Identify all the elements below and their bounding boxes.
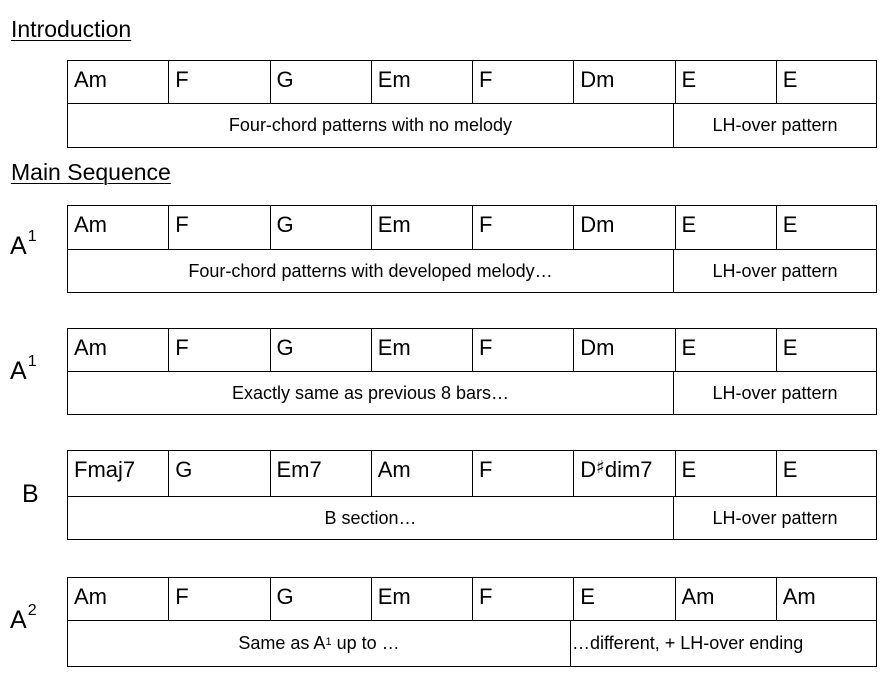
- chord-row: [68, 61, 876, 104]
- chord-cell: E: [782, 457, 798, 482]
- chord-cell: F: [473, 329, 574, 371]
- chord-cell: F: [473, 451, 574, 496]
- chord-cell: F: [169, 329, 270, 371]
- chord-cell: Fmaj7: [68, 451, 169, 496]
- chord-cell: Em: [372, 578, 473, 620]
- chord-quality: dim7: [604, 457, 653, 482]
- chord-root: D: [580, 457, 597, 482]
- chord-cell: F: [473, 206, 574, 249]
- caption-row: [68, 104, 876, 147]
- a2-chord-table: [67, 577, 877, 667]
- chord-cell: Dm: [574, 329, 675, 371]
- chord-cell: Em: [372, 329, 473, 371]
- chord-cell: E: [676, 61, 777, 103]
- caption-suffix: up to …: [331, 633, 400, 653]
- chord-cell: Am: [676, 578, 777, 620]
- section-label-superscript: 2: [27, 602, 37, 619]
- chord-cell: Em: [372, 61, 473, 103]
- caption-end: …different, + LH-over ending: [572, 633, 804, 653]
- chord-cell: E: [574, 578, 675, 620]
- section-label-letter: A: [10, 232, 27, 260]
- chord-cell: F: [169, 206, 270, 249]
- caption-main: Four-chord patterns with no melody: [68, 104, 674, 147]
- caption-main: Four-chord patterns with developed melody…: [68, 250, 674, 292]
- chord-cell: F: [169, 578, 270, 620]
- caption-row: [68, 372, 876, 414]
- chord-cell: G: [271, 329, 372, 371]
- chord-cell-d-sharp-dim7: [574, 451, 675, 496]
- main-sequence-heading: Main Sequence: [11, 159, 171, 185]
- section-label-letter: A: [10, 357, 27, 385]
- caption-end: LH-over pattern: [712, 507, 838, 528]
- caption-main: B section…: [68, 497, 674, 539]
- chord-cell: Dm: [574, 206, 675, 249]
- section-label-letter: B: [22, 480, 39, 508]
- chord-cell: Am: [782, 584, 816, 609]
- chord-cell: G: [271, 61, 372, 103]
- chord-cell: G: [271, 206, 372, 249]
- chord-cell: F: [473, 61, 574, 103]
- intro-chord-table: [67, 60, 877, 148]
- chord-row: [68, 451, 876, 497]
- section-label-superscript: 1: [27, 228, 37, 245]
- caption-row: [68, 250, 876, 292]
- introduction-heading: Introduction: [11, 16, 132, 42]
- chord-cell: E: [782, 67, 798, 92]
- chord-cell: E: [676, 206, 777, 249]
- chord-cell: Am: [372, 451, 473, 496]
- caption-row: [68, 497, 876, 539]
- caption-row: [68, 621, 876, 666]
- b-section-chord-table: [67, 450, 877, 540]
- chord-cell: Am: [68, 329, 169, 371]
- caption-end: LH-over pattern: [712, 382, 838, 403]
- chord-cell: F: [473, 578, 574, 620]
- chord-row: [68, 329, 876, 372]
- chord-cell: E: [782, 212, 798, 237]
- a1-second-chord-table: [67, 328, 877, 415]
- chord-cell: Am: [68, 578, 169, 620]
- section-label-a2: [10, 602, 54, 635]
- chord-cell: Em: [372, 206, 473, 249]
- chord-cell: G: [271, 578, 372, 620]
- caption-main: [68, 621, 571, 666]
- chord-row: [68, 206, 876, 250]
- caption-end: LH-over pattern: [712, 115, 838, 135]
- caption-end: LH-over pattern: [712, 260, 838, 281]
- section-label-b: [22, 480, 66, 509]
- caption-prefix: Same as A: [238, 633, 326, 653]
- chord-cell: Dm: [574, 61, 675, 103]
- chord-row: [68, 578, 876, 621]
- chord-cell: Am: [68, 206, 169, 249]
- sharp-sign: ♯: [596, 457, 605, 478]
- chord-cell: E: [782, 335, 798, 360]
- chord-cell: G: [169, 451, 270, 496]
- chord-cell: E: [676, 329, 777, 371]
- chord-cell: E: [676, 451, 777, 496]
- section-label-a1-repeat: [10, 353, 54, 386]
- caption-main: Exactly same as previous 8 bars…: [68, 372, 674, 414]
- chord-cell: F: [169, 61, 270, 103]
- caption-superscript: 1: [325, 635, 332, 648]
- section-label-a1: [10, 228, 54, 261]
- section-label-superscript: 1: [27, 353, 37, 370]
- section-label-letter: A: [10, 606, 27, 634]
- a1-first-chord-table: [67, 205, 877, 293]
- chord-cell: Am: [68, 61, 169, 103]
- chord-cell: Em7: [271, 451, 372, 496]
